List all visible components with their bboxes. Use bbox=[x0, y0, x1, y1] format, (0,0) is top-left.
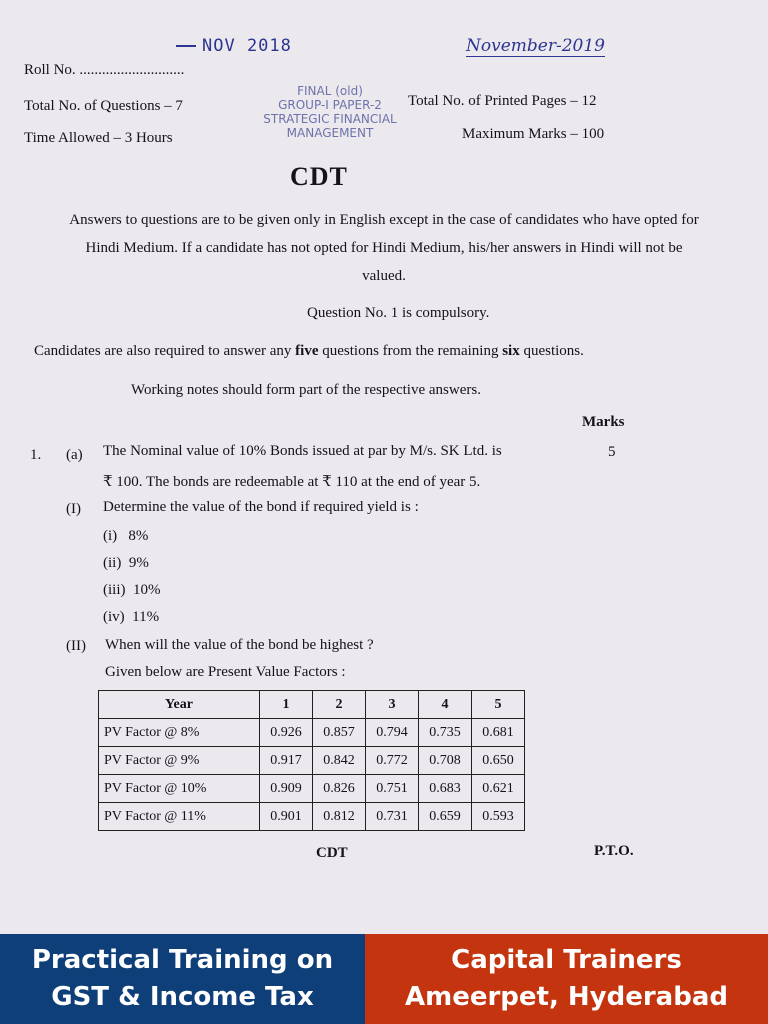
table-cell: 0.751 bbox=[366, 775, 419, 803]
table-header: 1 bbox=[260, 691, 313, 719]
table-cell: 0.621 bbox=[472, 775, 525, 803]
yield-value: 10% bbox=[133, 582, 161, 598]
banner-institute-line1: Capital Trainers bbox=[451, 945, 682, 975]
marks-heading: Marks bbox=[582, 414, 625, 430]
table-cell: 0.593 bbox=[472, 803, 525, 831]
total-questions: Total No. of Questions – 7 bbox=[24, 98, 183, 114]
table-cell: 0.926 bbox=[260, 719, 313, 747]
yield-value: 9% bbox=[128, 555, 149, 571]
table-header: Year bbox=[99, 691, 260, 719]
instruction-working-notes: Working notes should form part of the respective answers. bbox=[131, 382, 481, 398]
table-cell: PV Factor @ 9% bbox=[99, 747, 260, 775]
paper-stamp bbox=[250, 84, 410, 140]
subpart-1-label: (I) bbox=[66, 501, 81, 517]
table-cell: 0.731 bbox=[366, 803, 419, 831]
subpart-1-text: Determine the value of the bond if required yield is : bbox=[103, 499, 419, 515]
yield-label: (iv) bbox=[103, 609, 125, 625]
table-cell: 0.650 bbox=[472, 747, 525, 775]
banner-training-line1: Practical Training on bbox=[31, 945, 334, 975]
paper-stamp-line2: GROUP-I PAPER-2 bbox=[278, 98, 382, 112]
handwritten-date: November-2019 bbox=[466, 36, 605, 56]
instruction-choice-five: five bbox=[295, 343, 319, 359]
table-cell: 0.917 bbox=[260, 747, 313, 775]
roll-no: Roll No. ............................ bbox=[24, 62, 185, 78]
question-line2: ₹ 100. The bonds are redeemable at ₹ 110 at the end of year 5. bbox=[103, 474, 481, 490]
table-cell: 0.812 bbox=[313, 803, 366, 831]
printed-pages: Total No. of Printed Pages – 12 bbox=[408, 93, 597, 109]
table-header: 5 bbox=[472, 691, 525, 719]
paper-stamp-line4: MANAGEMENT bbox=[286, 126, 374, 140]
date-stamp bbox=[176, 36, 292, 56]
table-header: 4 bbox=[419, 691, 472, 719]
time-allowed: Time Allowed – 3 Hours bbox=[24, 130, 173, 146]
table-cell: 0.857 bbox=[313, 719, 366, 747]
paper-stamp-line1: FINAL (old) bbox=[297, 84, 363, 98]
question-line1: The Nominal value of 10% Bonds issued at par by M/s. SK Ltd. is bbox=[103, 443, 502, 459]
table-cell: 0.683 bbox=[419, 775, 472, 803]
given-text: Given below are Present Value Factors : bbox=[105, 664, 346, 680]
footer-code: CDT bbox=[316, 845, 348, 861]
subpart-2-text: When will the value of the bond be highest ? bbox=[105, 637, 374, 653]
question-number: 1. bbox=[30, 447, 42, 463]
date-stamp-text: NOV 2018 bbox=[202, 36, 292, 56]
table-cell: 0.681 bbox=[472, 719, 525, 747]
banner-institute[interactable] bbox=[365, 934, 768, 1024]
stamp-dash bbox=[176, 45, 196, 47]
question-part: (a) bbox=[66, 447, 83, 463]
yield-option bbox=[103, 555, 149, 572]
instruction-compulsory: Question No. 1 is compulsory. bbox=[307, 305, 490, 321]
banner-training[interactable] bbox=[0, 934, 365, 1024]
yield-option bbox=[103, 528, 148, 545]
table-cell: PV Factor @ 8% bbox=[99, 719, 260, 747]
table-cell: 0.735 bbox=[419, 719, 472, 747]
instruction-choice-a: Candidates are also required to answer any bbox=[34, 343, 296, 359]
table-header: 2 bbox=[313, 691, 366, 719]
table-cell: PV Factor @ 11% bbox=[99, 803, 260, 831]
table-cell: 0.909 bbox=[260, 775, 313, 803]
table-row bbox=[99, 803, 525, 831]
table-cell: 0.794 bbox=[366, 719, 419, 747]
yield-option bbox=[103, 582, 161, 599]
max-marks: Maximum Marks – 100 bbox=[462, 126, 605, 142]
table-cell: 0.772 bbox=[366, 747, 419, 775]
pv-factor-table bbox=[98, 690, 525, 831]
table-cell: 0.708 bbox=[419, 747, 472, 775]
instruction-language: Answers to questions are to be given only in English except in the case of candidates who have opted for Hindi Medium. If a candidate has not opted for Hindi Medium, his/her answers in Hindi will not be valued. bbox=[69, 212, 699, 284]
page-title: CDT bbox=[290, 162, 348, 191]
subpart-2-label: (II) bbox=[66, 638, 86, 654]
table-header: 3 bbox=[366, 691, 419, 719]
table-cell: 0.659 bbox=[419, 803, 472, 831]
table-cell: 0.901 bbox=[260, 803, 313, 831]
paper-stamp-line3: STRATEGIC FINANCIAL bbox=[263, 112, 397, 126]
footer-pto: P.T.O. bbox=[594, 843, 634, 859]
banner-institute-line2: Ameerpet, Hyderabad bbox=[405, 982, 728, 1012]
instruction-choice bbox=[34, 343, 584, 360]
banner-training-line2: GST & Income Tax bbox=[51, 982, 314, 1012]
table-cell: PV Factor @ 10% bbox=[99, 775, 260, 803]
instruction-choice-e: questions. bbox=[519, 343, 584, 359]
yield-value: 11% bbox=[132, 609, 160, 625]
yield-label: (i) bbox=[103, 528, 118, 544]
yield-value: 8% bbox=[128, 528, 149, 544]
table-header-row bbox=[99, 691, 525, 719]
table-row bbox=[99, 719, 525, 747]
instruction-choice-c: questions from the remaining bbox=[318, 343, 503, 359]
table-row bbox=[99, 775, 525, 803]
table-cell: 0.842 bbox=[313, 747, 366, 775]
table-cell: 0.826 bbox=[313, 775, 366, 803]
yield-option bbox=[103, 609, 159, 626]
table-row bbox=[99, 747, 525, 775]
yield-label: (ii) bbox=[103, 555, 122, 571]
question-marks: 5 bbox=[608, 444, 616, 460]
instruction-choice-six: six bbox=[502, 343, 520, 359]
yield-label: (iii) bbox=[103, 582, 126, 598]
